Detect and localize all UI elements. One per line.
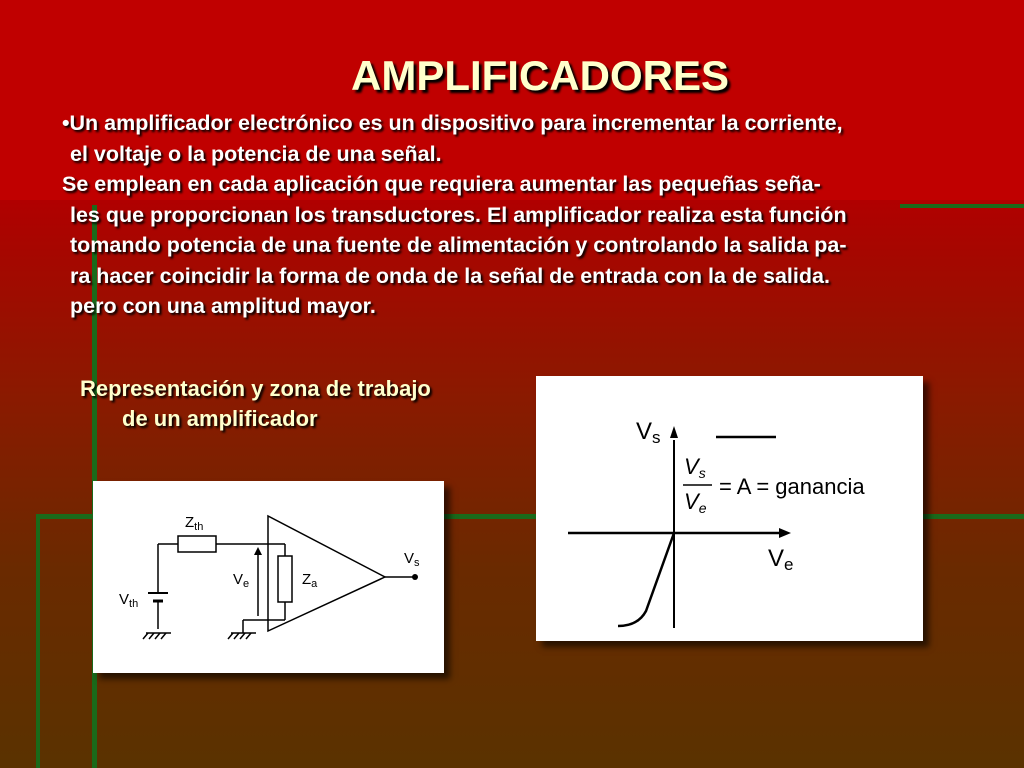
zth-resistor bbox=[178, 536, 216, 552]
body-line: Se emplean en cada aplicación que requiera aumentar las pequeñas seña- bbox=[62, 172, 821, 196]
za-resistor bbox=[278, 556, 292, 602]
caption-line: de un amplificador bbox=[122, 406, 318, 431]
equation-rhs: = A = ganancia bbox=[719, 474, 865, 499]
slide-body bbox=[62, 108, 1012, 322]
caption-line: Representación y zona de trabajo bbox=[80, 376, 431, 401]
zth-label: $Z_{th}$ bbox=[185, 514, 204, 533]
za-label: $Z_a$ bbox=[302, 571, 318, 590]
equation-numerator: Vs bbox=[684, 454, 706, 481]
body-line: tomando potencia de una fuente de alimentación y controlando la salida pa- bbox=[70, 233, 847, 257]
circuit-svg bbox=[93, 481, 444, 673]
body-line: ra hacer coincidir la forma de onda de la señal de entrada con la de salida. bbox=[70, 263, 830, 288]
figure-caption bbox=[80, 374, 431, 434]
body-line: el voltaje o la potencia de una señal. bbox=[70, 141, 442, 166]
vs-label: $V_s$ bbox=[404, 550, 420, 569]
body-line: •Un amplificador electrónico es un dispositivo para incrementar la corriente, bbox=[62, 111, 843, 135]
decor-line bbox=[36, 514, 40, 768]
ve-axis-label: Ve bbox=[768, 545, 794, 574]
gain-equation bbox=[683, 454, 865, 516]
circuit-diagram bbox=[93, 481, 444, 673]
vth-label: $V_{th}$ bbox=[119, 591, 139, 610]
ve-label: $V_e$ bbox=[233, 571, 250, 590]
graph-svg bbox=[536, 376, 923, 641]
vs-axis-label: Vs bbox=[636, 418, 661, 447]
body-line: pero con una amplitud mayor. bbox=[70, 294, 376, 318]
slide-title: AMPLIFICADORES bbox=[351, 52, 729, 99]
transfer-graph bbox=[536, 376, 923, 641]
equation-denominator: Ve bbox=[684, 489, 707, 516]
body-line: les que proporcionan los transductores. El amplificador realiza esta función bbox=[70, 202, 847, 227]
